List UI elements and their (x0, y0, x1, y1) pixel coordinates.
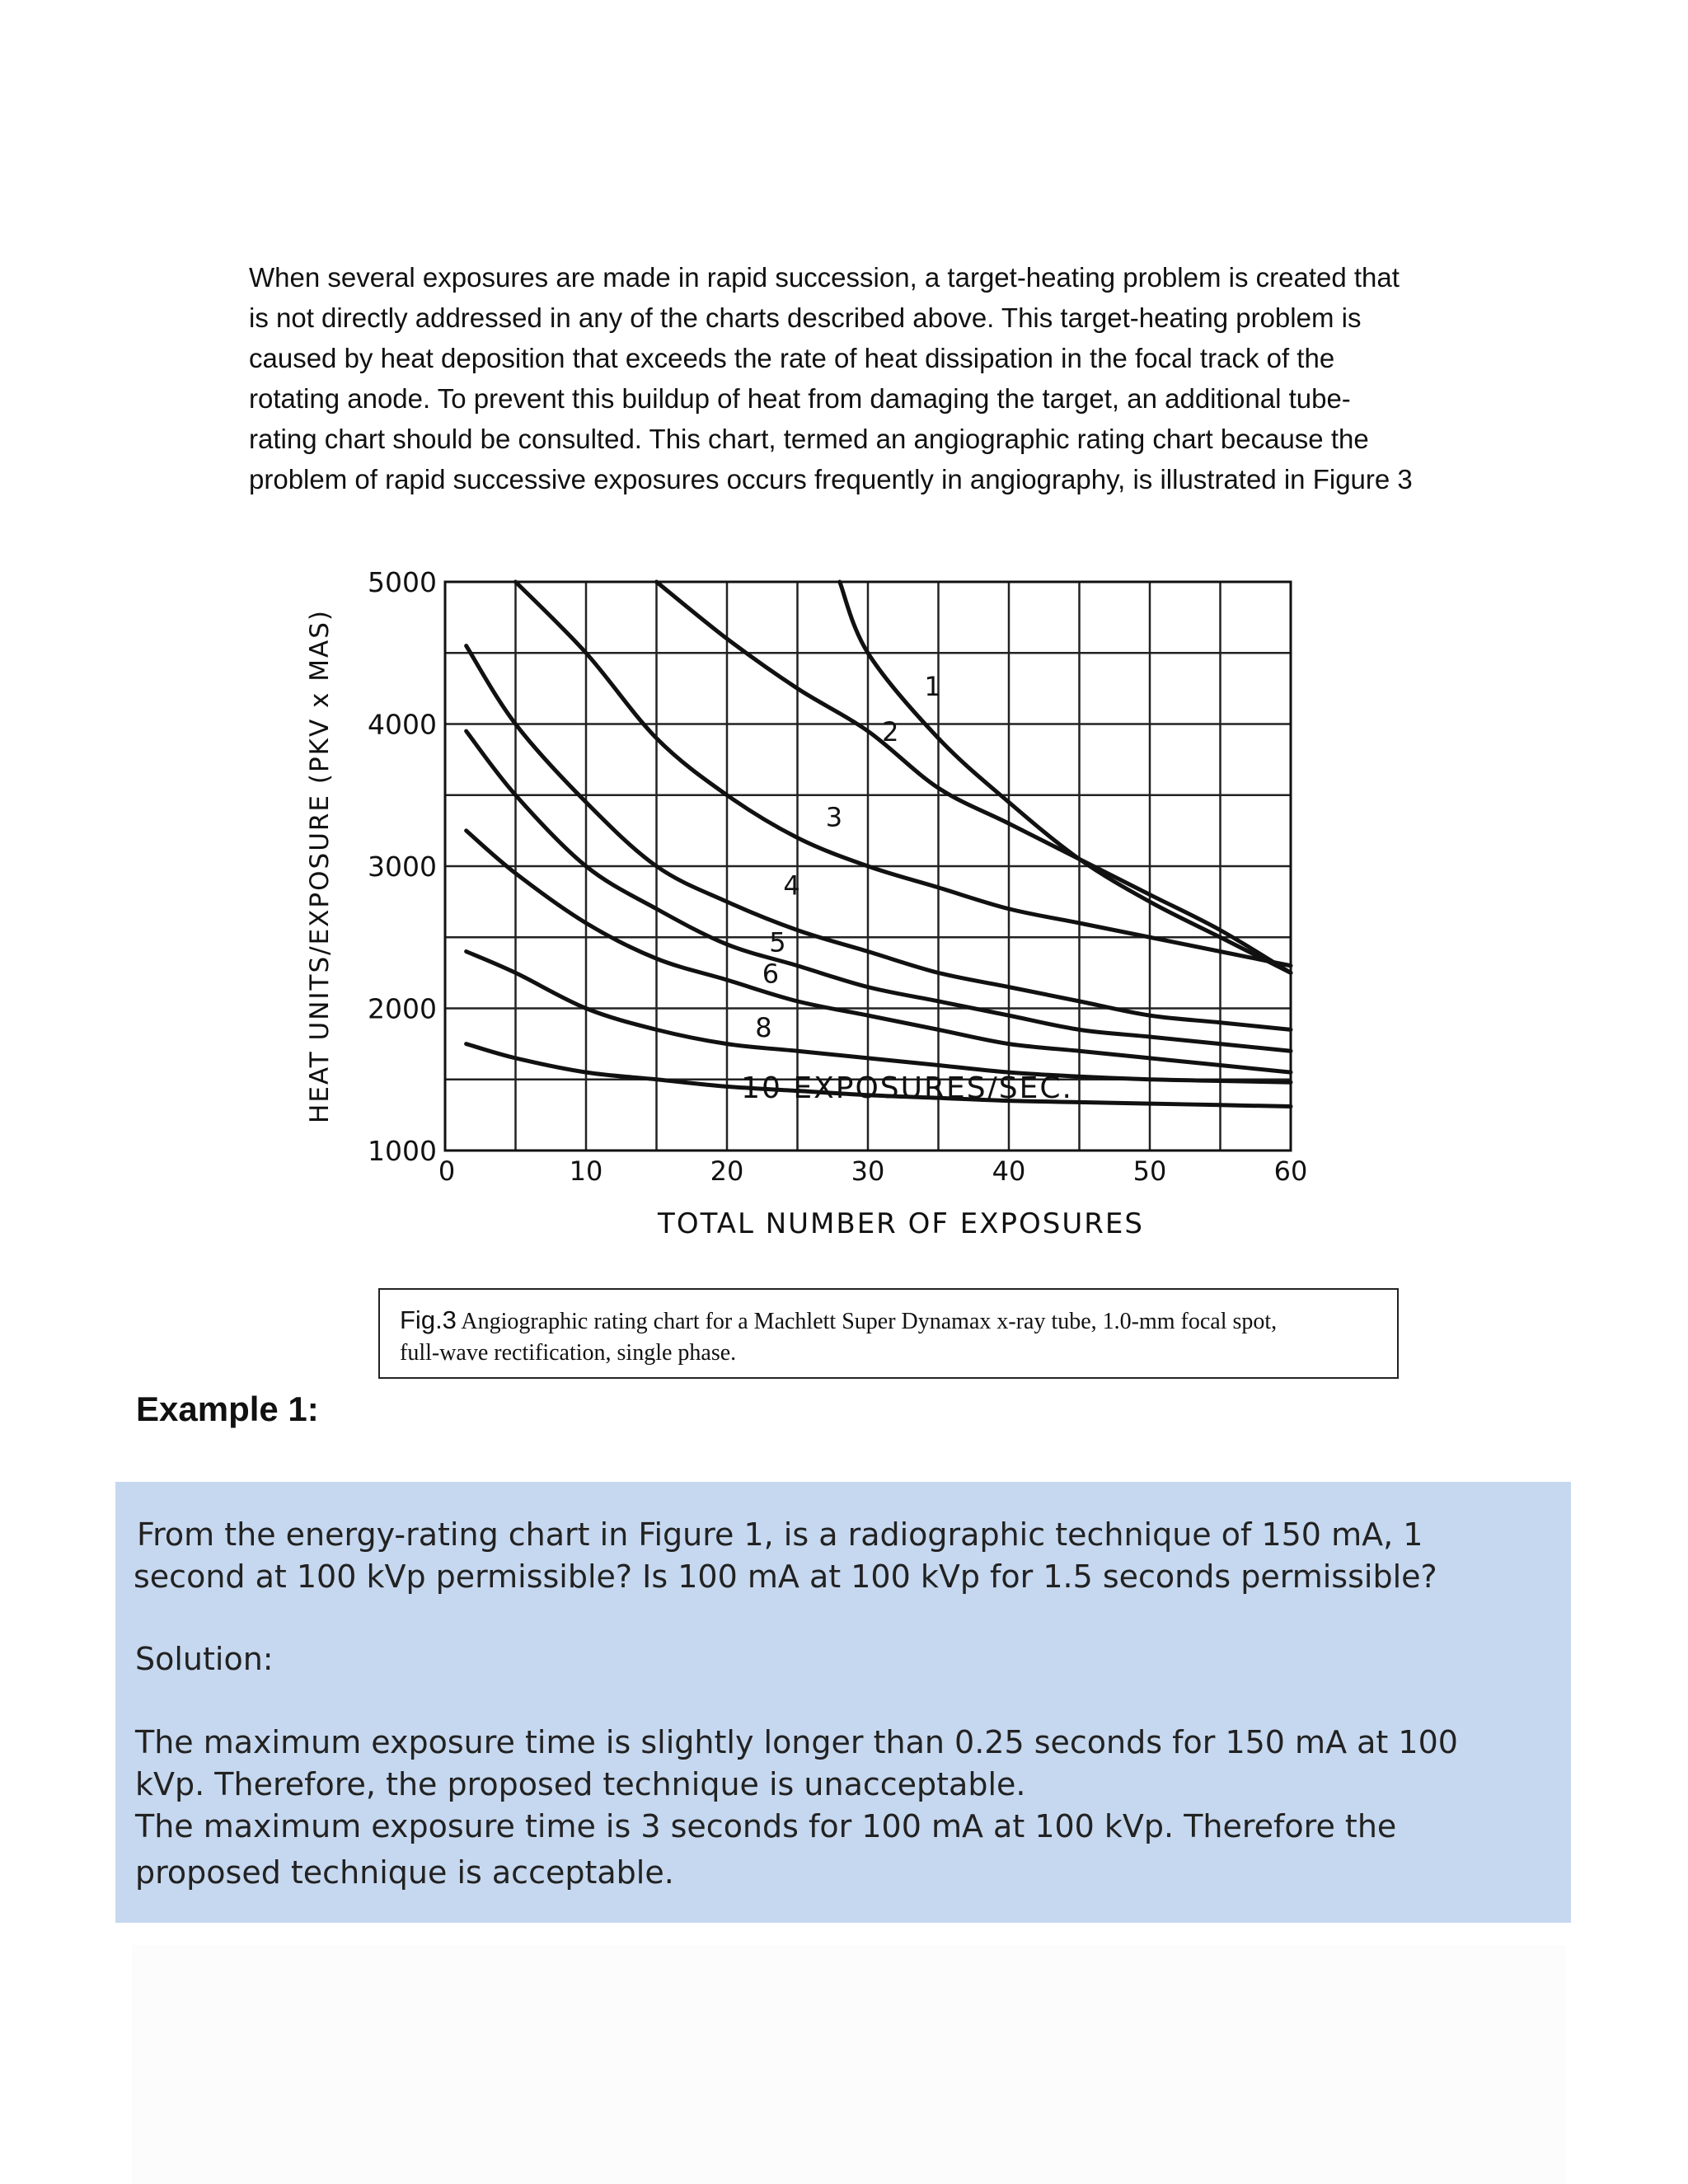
curve-label: 4 (783, 869, 800, 902)
curve-1-per-sec (840, 582, 1291, 972)
intro-line: rotating anode. To prevent this buildup of heat from damaging the target, an additional tube- (249, 383, 1351, 414)
x-tick-label: 10 (569, 1155, 603, 1187)
curve-label: 1 (924, 671, 941, 702)
curve-4-per-sec (467, 646, 1291, 1030)
answer-line-1: The maximum exposure time is slightly longer than 0.25 seconds for 150 mA at 100 (135, 1724, 1458, 1760)
x-axis-title: TOTAL NUMBER OF EXPOSURES (658, 1207, 1144, 1240)
figure-label: Fig.3 (400, 1305, 457, 1334)
curve-label: 10 EXPOSURES/SEC. (741, 1071, 1073, 1106)
example-heading: Example 1: (136, 1390, 319, 1428)
intro-line: problem of rapid successive exposures occurs frequently in angiography, is illustrated in Figure 3 (249, 464, 1413, 494)
example-box (115, 1482, 1571, 1923)
curve-label: 8 (755, 1012, 772, 1043)
intro-line: rating chart should be consulted. This chart, termed an angiographic rating chart because the (249, 424, 1369, 454)
x-tick-label: 60 (1273, 1155, 1308, 1187)
answer-line-3: The maximum exposure time is 3 seconds for 100 mA at 100 kVp. Therefore the (135, 1808, 1397, 1844)
y-tick-label: 5000 (368, 566, 437, 598)
y-tick-label: 4000 (368, 708, 437, 741)
solution-label: Solution: (135, 1641, 274, 1677)
blank-page-area (132, 1945, 1566, 2184)
y-axis-title: HEAT UNITS/EXPOSURE (PKV x MAS) (305, 609, 335, 1123)
x-tick-label: 40 (992, 1155, 1026, 1187)
curve-label: 3 (825, 801, 843, 833)
x-tick-label: 0 (438, 1155, 456, 1187)
x-tick-label: 20 (710, 1155, 744, 1187)
question-line-1: From the energy-rating chart in Figure 1, is a radiographic technique of 150 mA, 1 (137, 1516, 1423, 1553)
answer-line-2: kVp. Therefore, the proposed technique is unacceptable. (135, 1766, 1026, 1802)
curve-label: 5 (769, 926, 786, 958)
y-tick-label: 1000 (368, 1135, 437, 1167)
question-line-2: second at 100 kVp permissible? Is 100 mA at 100 kVp for 1.5 seconds permissible? (134, 1558, 1437, 1595)
caption-line-2: full-wave rectification, single phase. (400, 1340, 737, 1366)
intro-line: caused by heat deposition that exceeds the rate of heat dissipation in the focal track of the (249, 343, 1335, 373)
intro-line: When several exposures are made in rapid succession, a target-heating problem is created that (249, 262, 1400, 293)
curve-label: 6 (762, 958, 780, 990)
curve-label: 2 (882, 716, 899, 748)
y-tick-label: 3000 (368, 851, 437, 883)
x-tick-label: 30 (851, 1155, 885, 1187)
figure-caption (378, 1288, 1399, 1379)
x-tick-label: 50 (1132, 1155, 1167, 1187)
answer-line-4: proposed technique is acceptable. (135, 1854, 674, 1891)
y-tick-label: 2000 (368, 992, 437, 1025)
caption-line-1: Angiographic rating chart for a Machlett Super Dynamax x-ray tube, 1.0-mm focal spot, (456, 1309, 1278, 1334)
curve-5-per-sec (467, 731, 1291, 1051)
intro-line: is not directly addressed in any of the charts described above. This target-heating problem is (249, 302, 1362, 333)
